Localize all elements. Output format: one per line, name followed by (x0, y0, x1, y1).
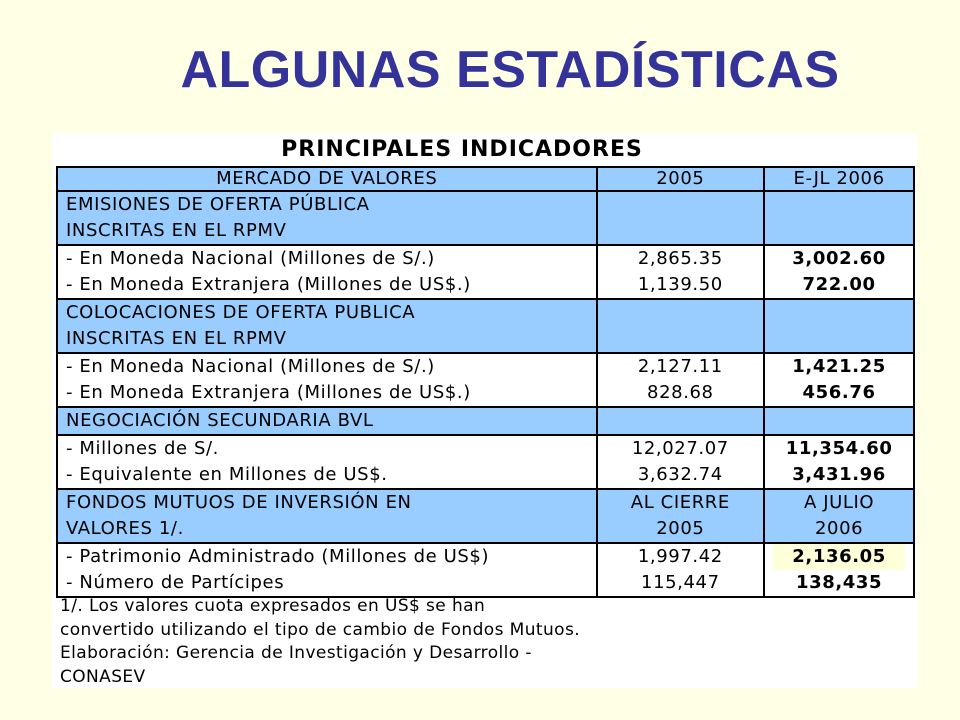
row-label: - En Moneda Extranjera (Millones de US$.) (66, 382, 471, 403)
row-label: - En Moneda Nacional (Millones de S/.) (66, 248, 435, 269)
section-emisiones (57, 191, 914, 245)
slide-title: ALGUNAS ESTADÍSTICAS (180, 41, 840, 99)
value-2005: 1,139.50 (637, 274, 723, 295)
row-label: - En Moneda Extranjera (Millones de US$.) (66, 274, 471, 295)
value-2006: 3,431.96 (792, 464, 886, 485)
section-title-line: NEGOCIACIÓN SECUNDARIA BVL (66, 410, 374, 431)
value-2006: 722.00 (802, 274, 876, 295)
value-2005: 1,997.42 (637, 546, 723, 567)
section-fondos-mutuos (57, 489, 914, 543)
col-header-line: 2005 (656, 518, 705, 539)
value-2005: 828.68 (647, 382, 714, 403)
value-2005: 2,127.11 (637, 356, 723, 377)
indicators-table (56, 166, 915, 598)
section-title-line: VALORES 1/. (66, 518, 184, 539)
col-header-line: AL CIERRE (630, 492, 730, 513)
row-label: - Equivalente en Millones de US$. (66, 464, 388, 485)
value-2005: 3,632.74 (637, 464, 723, 485)
section-colocaciones-values (57, 353, 914, 407)
header-col-2005: 2005 (597, 167, 765, 191)
footnote-line: convertido utilizando el tipo de cambio de Fondos Mutuos. (60, 619, 580, 640)
row-label: - Millones de S/. (66, 438, 219, 459)
col-header-line: A JULIO (803, 492, 875, 513)
section-title-line: INSCRITAS EN EL RPMV (66, 328, 287, 349)
row-label: - Patrimonio Administrado (Millones de US$) (66, 546, 490, 567)
value-2005: 2,865.35 (637, 248, 723, 269)
section-negociacion-values (57, 435, 914, 489)
table-caption: PRINCIPALES INDICADORES (281, 137, 643, 162)
value-2006: 138,435 (795, 572, 883, 593)
section-negociacion (57, 407, 914, 435)
header-row (57, 167, 914, 191)
section-emisiones-values (57, 245, 914, 299)
section-title-line: EMISIONES DE OFERTA PÚBLICA (66, 194, 370, 215)
value-2006: 11,354.60 (785, 438, 893, 459)
section-title-line: COLOCACIONES DE OFERTA PUBLICA (66, 302, 416, 323)
value-2006: 1,421.25 (792, 356, 886, 377)
indicators-panel (52, 133, 917, 688)
header-label: MERCADO DE VALORES (57, 167, 597, 191)
section-title-line: INSCRITAS EN EL RPMV (66, 220, 287, 241)
value-2006: 3,002.60 (792, 248, 886, 269)
footnote-line: CONASEV (60, 666, 146, 687)
footnotes (60, 595, 580, 689)
section-title-line: FONDOS MUTUOS DE INVERSIÓN EN (66, 492, 412, 513)
row-label: - En Moneda Nacional (Millones de S/.) (66, 356, 435, 377)
value-2006: 456.76 (802, 382, 876, 403)
value-2005: 12,027.07 (631, 438, 729, 459)
section-fondos-mutuos-values (57, 543, 914, 597)
footnote-line: 1/. Los valores cuota expresados en US$ se han (60, 596, 486, 616)
footnote-line: Elaboración: Gerencia de Investigación y Desarrollo - (60, 643, 532, 663)
row-label: - Número de Partícipes (66, 572, 285, 593)
value-2005: 115,447 (641, 572, 720, 593)
value-2006: 2,136.05 (773, 544, 905, 570)
section-colocaciones (57, 299, 914, 353)
header-col-2006: E-JL 2006 (764, 167, 914, 191)
col-header-line: 2006 (814, 518, 864, 539)
